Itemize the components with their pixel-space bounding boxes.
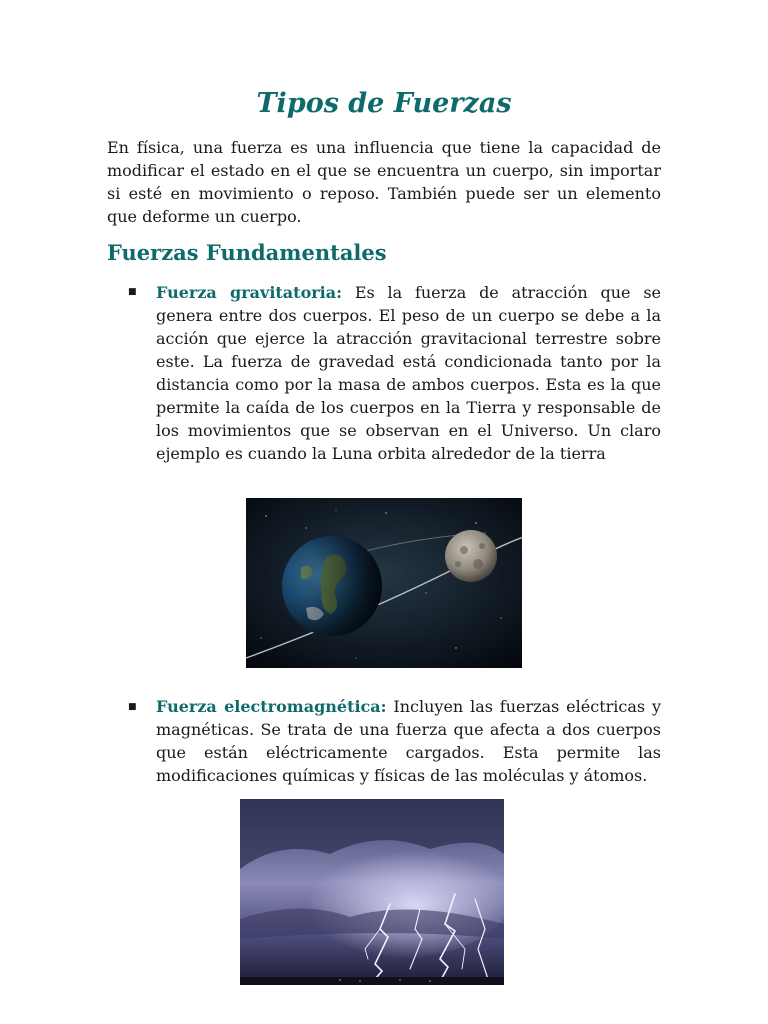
bullet-square-icon: ■ <box>128 287 137 297</box>
intro-paragraph: En física, una fuerza es una influencia que tiene la capacidad de modificar el estado en el que se encuentra un cuerpo, sin importar si esté en movimiento o reposo. También puede ser un elemento que deforme un cuerpo. <box>107 138 661 226</box>
lightning-storm-image <box>240 799 504 985</box>
page-title: Tipos de Fuerzas <box>256 88 512 119</box>
term-label: Fuerza electromagnética: <box>156 697 387 716</box>
term-label: Fuerza gravitatoria: <box>156 283 343 302</box>
list-item-gravitational <box>156 281 661 465</box>
list-item-electromagnetic <box>156 695 661 787</box>
section-heading: Fuerzas Fundamentales <box>107 240 387 265</box>
bullet-square-icon: ■ <box>128 702 137 712</box>
item-description: Incluyen las fuerzas eléctricas y magnéticas. Se trata de una fuerza que afecta a dos cuerpos que están eléctricamente cargados. Esta permite las modificaciones químicas y físicas de las moléculas y átomos. <box>156 697 661 785</box>
item-description: Es la fuerza de atracción que se genera entre dos cuerpos. El peso de un cuerpo se debe a la acción que ejerce la atracción gravitacional terrestre sobre este. La fuerza de gravedad está condicionada tanto por la distancia como por la masa de ambos cuerpos. Esta es la que permite la caída de los cuerpos en la Tierra y responsable de los movimientos que se observan en el Universo. Un claro ejemplo es cuando la Luna orbita alrededor de la tierra <box>156 283 661 463</box>
earth-moon-orbit-image <box>246 498 522 668</box>
